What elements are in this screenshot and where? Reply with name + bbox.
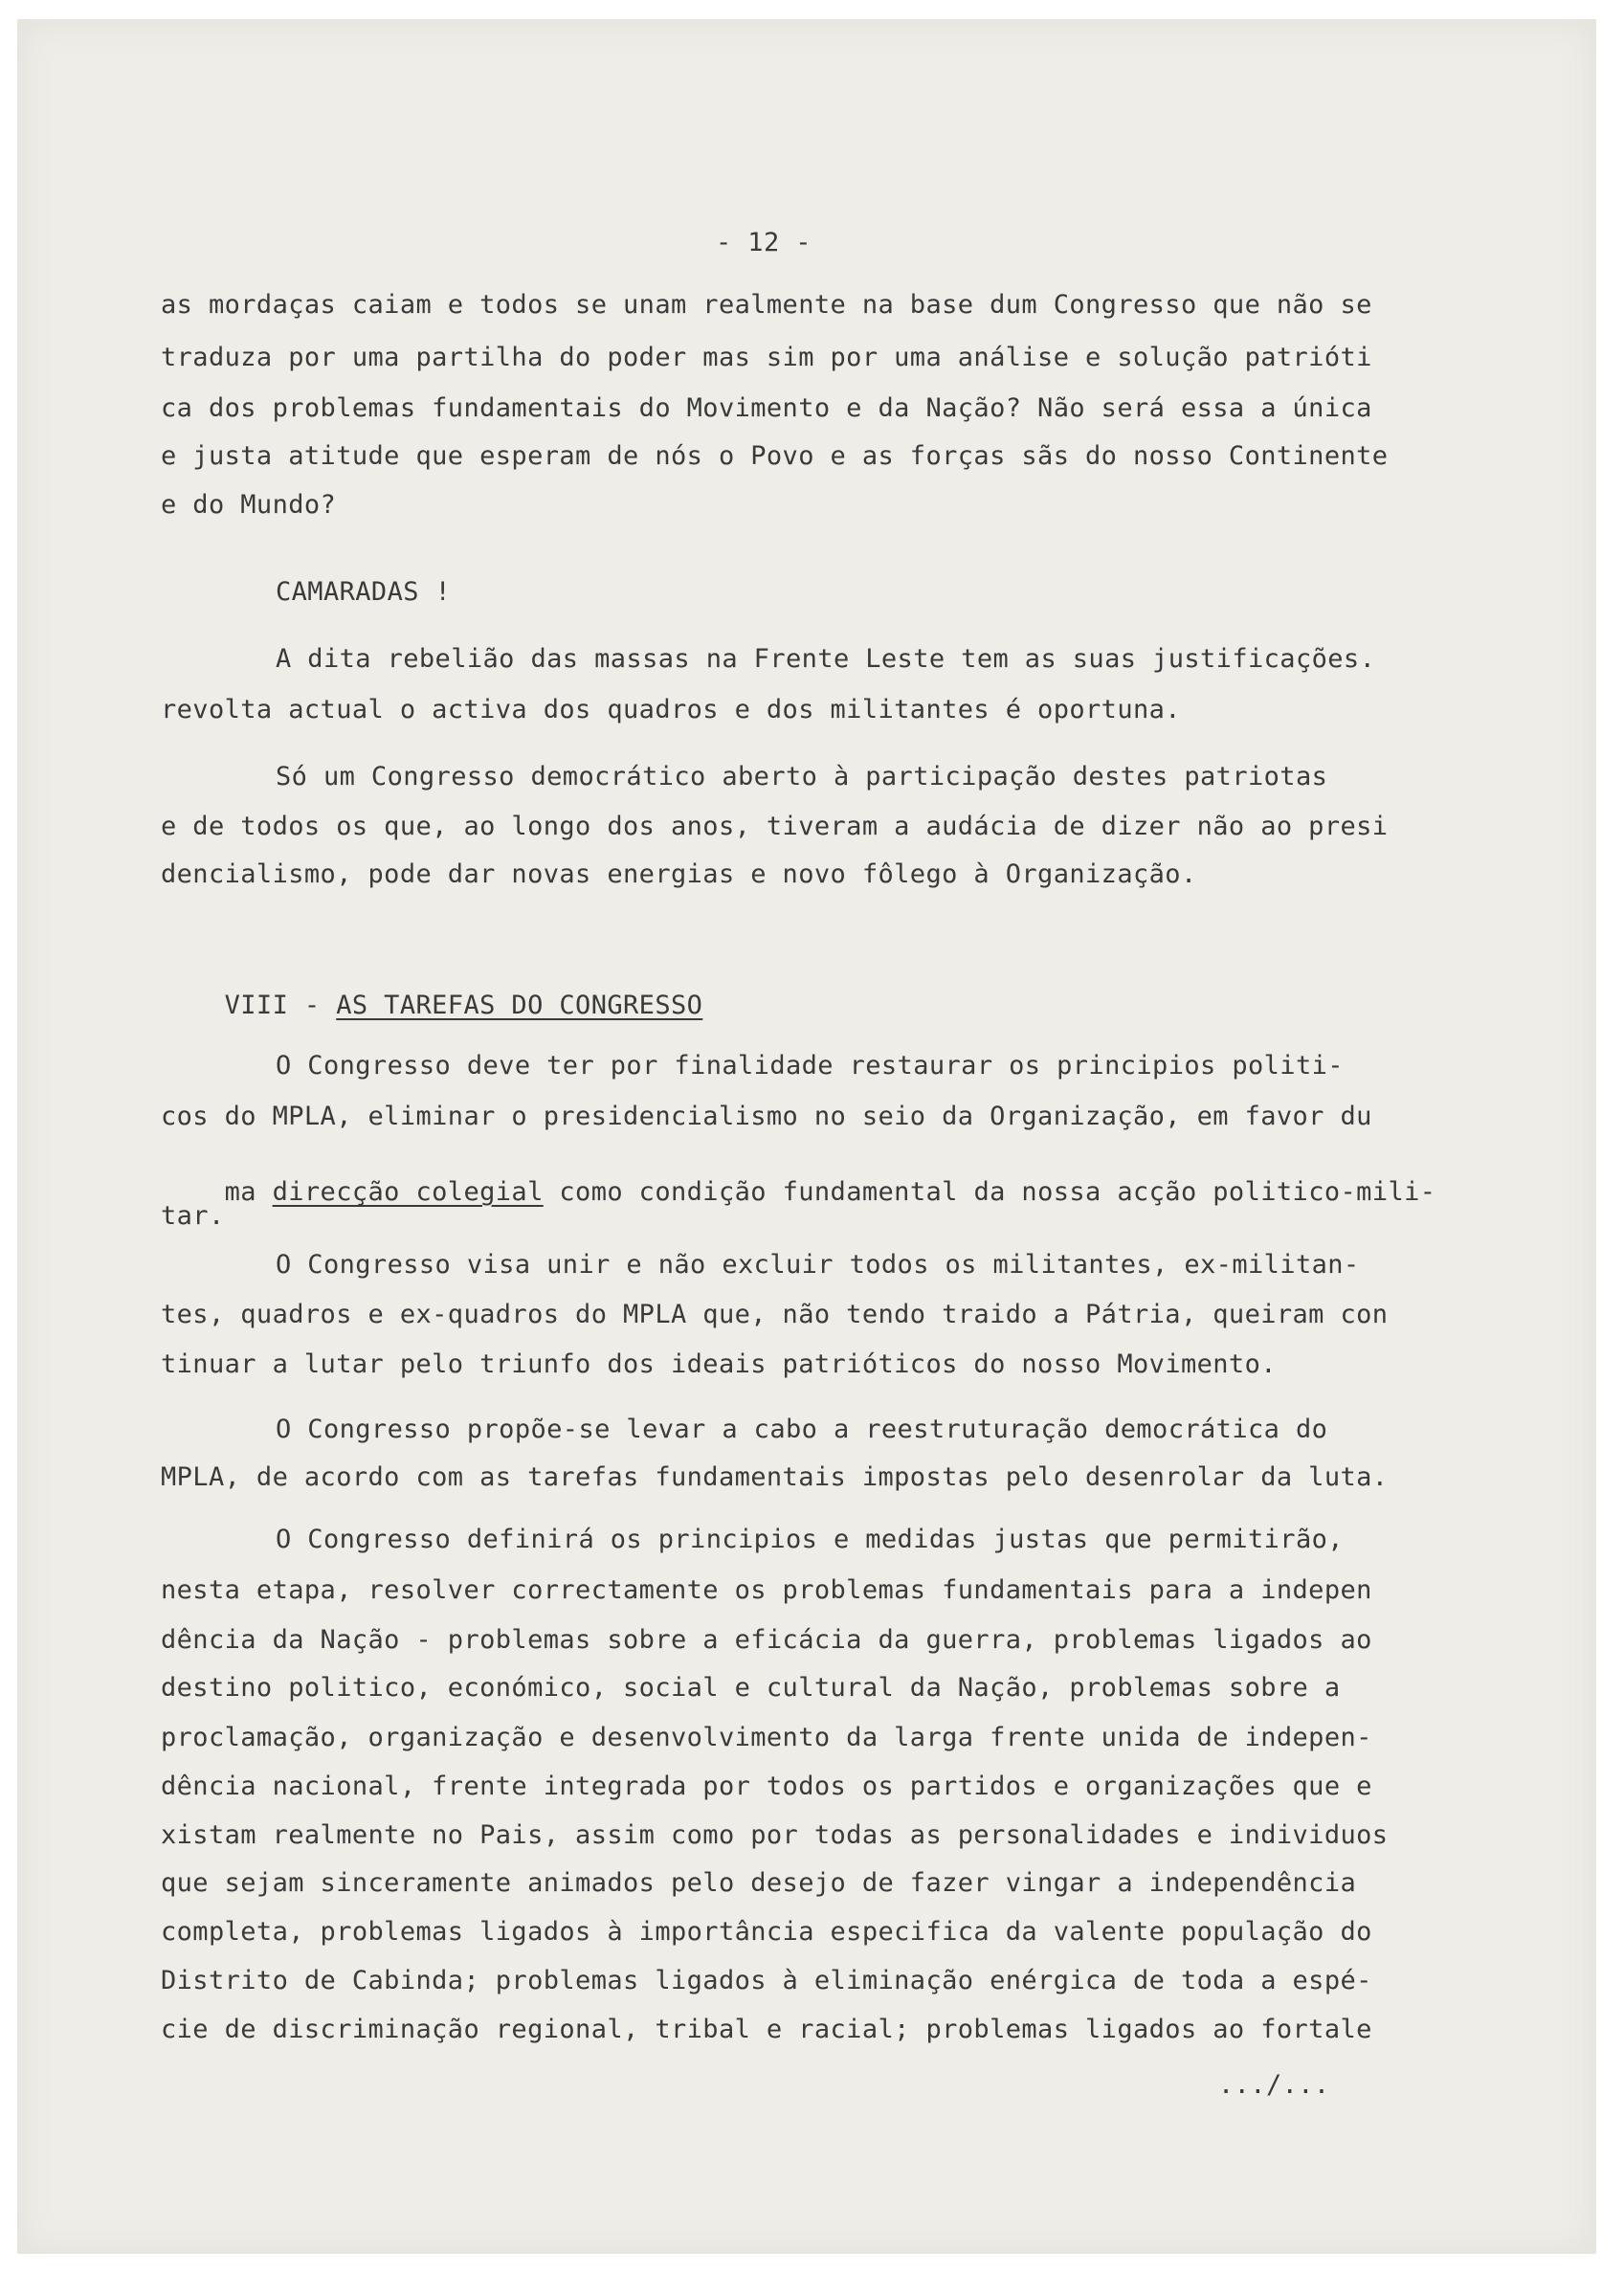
- page-number: - 12 -: [716, 228, 812, 257]
- text-line: cie de discriminação regional, tribal e racial; problemas ligados ao fortale: [161, 2015, 1372, 2044]
- text-line: destino politico, económico, social e cultural da Nação, problemas sobre a: [161, 1673, 1341, 1703]
- underlined-term: direcção colegial: [272, 1177, 544, 1207]
- text-line: [161, 1153, 1435, 1231]
- text-line: tes, quadros e ex-quadros do MPLA que, não tendo traido a Pátria, queiram con: [161, 1300, 1389, 1329]
- text-line: MPLA, de acordo com as tarefas fundamentais impostas pelo desenrolar da luta.: [161, 1462, 1389, 1492]
- section-number: VIII -: [224, 991, 337, 1020]
- text-line: tar.: [161, 1201, 225, 1231]
- text-line: e do Mundo?: [161, 490, 337, 520]
- text-line: xistam realmente no Pais, assim como por todas as personalidades e individuos: [161, 1820, 1389, 1850]
- document-page: [17, 19, 1596, 2254]
- text-line: O Congresso definirá os principios e medidas justas que permitirão,: [276, 1525, 1344, 1554]
- text-line: traduza por uma partilha do poder mas sim por uma análise e solução patrióti: [161, 343, 1372, 372]
- text-line: completa, problemas ligados à importância especifica da valente população do: [161, 1917, 1372, 1947]
- section-heading-camaradas: CAMARADAS !: [276, 577, 452, 607]
- section-title: AS TAREFAS DO CONGRESSO: [336, 991, 703, 1020]
- text-line: revolta actual o activa dos quadros e dos militantes é oportuna.: [161, 695, 1181, 724]
- text-line: Distrito de Cabinda; problemas ligados à eliminação enérgica de toda a espé-: [161, 1966, 1372, 1995]
- text-line: proclamação, organização e desenvolvimento da larga frente unida de indepen-: [161, 1723, 1372, 1752]
- text-line: e justa atitude que esperam de nós o Povo e as forças sãs do nosso Continente: [161, 441, 1389, 471]
- text-fragment: ma: [224, 1177, 273, 1207]
- text-line: dencialismo, pode dar novas energias e novo fôlego à Organização.: [161, 859, 1197, 889]
- text-line: O Congresso deve ter por finalidade restaurar os principios politi-: [276, 1051, 1344, 1081]
- text-line: O Congresso propõe-se levar a cabo a reestruturação democrática do: [276, 1415, 1328, 1444]
- text-line: ca dos problemas fundamentais do Movimento e da Nação? Não será essa a única: [161, 393, 1372, 423]
- continuation-mark: .../...: [1218, 2070, 1330, 2100]
- text-line: A dita rebelião das massas na Frente Leste tem as suas justificações.: [276, 644, 1376, 674]
- text-line: dência nacional, frente integrada por todos os partidos e organizações que e: [161, 1772, 1372, 1801]
- text-line: O Congresso visa unir e não excluir todos os militantes, ex-militan-: [276, 1250, 1360, 1280]
- text-line: cos do MPLA, eliminar o presidencialismo no seio da Organização, em favor du: [161, 1102, 1372, 1131]
- text-line: que sejam sinceramente animados pelo desejo de fazer vingar a independência: [161, 1868, 1357, 1898]
- section-heading-viii: [161, 967, 702, 1044]
- text-line: dência da Nação - problemas sobre a eficácia da guerra, problemas ligados ao: [161, 1625, 1372, 1655]
- text-line: tinuar a lutar pelo triunfo dos ideais patrióticos do nosso Movimento.: [161, 1349, 1277, 1379]
- text-line: Só um Congresso democrático aberto à participação destes patriotas: [276, 762, 1328, 791]
- text-line: e de todos os que, ao longo dos anos, tiveram a audácia de dizer não ao presi: [161, 812, 1389, 841]
- text-fragment: como condição fundamental da nossa acção politico-mili-: [543, 1177, 1436, 1207]
- text-line: nesta etapa, resolver correctamente os problemas fundamentais para a indepen: [161, 1575, 1372, 1605]
- text-line: as mordaças caiam e todos se unam realmente na base dum Congresso que não se: [161, 290, 1372, 320]
